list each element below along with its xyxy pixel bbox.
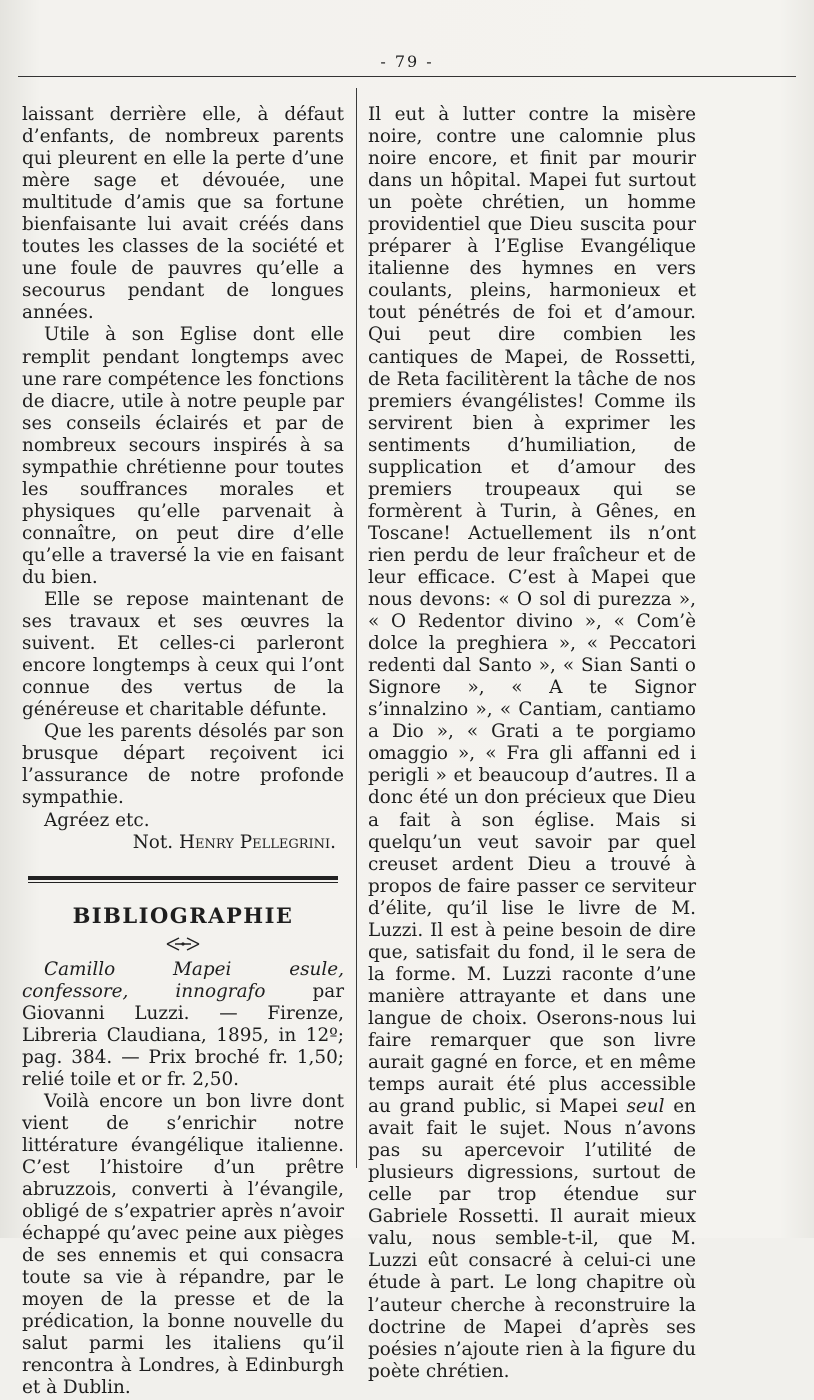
paragraph-2: Utile à son Eglise dont elle remplit pendant longtemps avec une rare compétence les fonctions de diacre, utile à notre peuple par ses conseils éclairés et par de nombreux secours inspirés à sa sympathie chrétienne pour toutes les souffrances morales et physiques qu’elle parvenait à connaître, on peut dire d’elle qu’elle a traversé la vie en faisant du bien. <box>22 324 345 588</box>
signature <box>22 832 344 854</box>
signature-name: Henry Pellegrini. <box>178 831 336 853</box>
right-text-a: Il eut à lutter contre la misère noire, contre une calomnie plus noire encore, et finit par mourir dans un hôpital. Mapei fut surtout un poète chrétien, un homme providentiel que Dieu suscita pour préparer à l’Eglise Evangélique italienne des hymnes en vers coulants, pleins, harmonieux et tout pénétrés de foi et d’amour. Qui peut dire combien les cantiques de Mapei, de Rossetti, de Reta facilitèrent la tâche de nos premiers évangélistes! Comme ils servirent bien à exprimer les sentiments d’humiliation, de supplication et d’amour des premiers troupeaux qui se formèrent à Turin, à Gênes, en Toscane! Actuellement ils n’ont rien perdu de leur fraîcheur et de leur efficace. C’est à Mapei que nous devons: « O sol di purezza », « O Redentor divino », « Com’è dolce la preghiera », « Peccatori redenti dal Santo », « Sian Santi o Signore », « A te Signor s’innalzino », « Cantiam, cantiamo a Dio », « Grati a te porgiamo omaggio », « Fra gli affanni ed i perigli » et beaucoup d’autres. Il a donc été un don précieux que Dieu a fait à son église. Mais si quelqu’un veut savoir par quel creuset ardent Dieu a trouvé à propos de faire passer ce serviteur d’élite, qu’il lise le livre de M. Luzzi. Il est à peine besoin de dire que, satisfait du fond, il le sera de la forme. M. Luzzi raconte d’une manière attrayante et dans une langue de choix. Oserons-nous lui faire remarquer que son livre aurait gagné en force, et en même temps aurait été plus accessible au grand public, si Mapei <box>368 104 696 1118</box>
book-reference <box>22 959 344 1091</box>
paragraph-4: Que les parents désolés par son brusque départ reçoivent ici l’assurance de notre profonde sympathie. <box>22 721 344 809</box>
paragraph-1: laissant derrière elle, à défaut d’enfants, de nombreux parents qui pleurent en elle la perte d’une mère sage et dévouée, une multitude d’amis que sa fortune bienfaisante lui avait créés dans toutes les classes de la société et une foule de pauvres qu’elle a secourus pendant de longues années. <box>22 104 344 324</box>
paragraph-5: Voilà encore un bon livre dont vient de s’enrichir notre littérature évangélique italienne. C’est l’histoire d’un prêtre abruzzois, converti à l’évangile, obligé de s’expatrier après n’avoir échappé qu’avec peine aux pièges de ses ennemis et qui consacra toute sa vie à répandre, par le moyen de la presse et de la prédication, la bonne nouvelle du salut parmi les italiens qu’il rencontra à Londres, à Edinburgh et à Dublin. <box>22 1090 344 1399</box>
page-number: - 79 - <box>380 52 434 71</box>
closing-line: Agréez etc. <box>44 809 150 831</box>
right-paragraph <box>368 104 696 1383</box>
right-text-italic: seul <box>626 1096 665 1118</box>
ornament-icon <box>163 935 203 953</box>
paragraph-3: Elle se repose maintenant de ses travaux et ses œuvres la suivent. Et celles-ci parleront encore longtemps à ceux qui l’ont connue des vertus de la généreuse et charitable défunte. <box>22 589 344 721</box>
section-title: BIBLIOGRAPHIE <box>72 902 294 928</box>
header-rule <box>18 76 796 77</box>
signature-prefix: Not. <box>132 831 174 853</box>
section-rule-thick <box>28 876 338 880</box>
right-column <box>368 104 696 1383</box>
book-details: par Giovanni Luzzi. — Firenze, Libreria Claudiana, 1895, in 12º; pag. 384. — Prix broché fr. 1,50; relié toile et or fr. 2,50. <box>22 980 344 1090</box>
left-column <box>22 104 344 1400</box>
book-title: Camillo Mapei esule, confessore, innografo <box>22 958 344 1002</box>
section-rule-thin <box>28 882 338 883</box>
column-divider <box>356 88 357 1168</box>
right-text-b: en avait fait le sujet. Nous n’avons pas su apercevoir l’utilité de plusieurs digressions, surtout de celle par trop étendue sur Gabriele Rossetti. Il aurait mieux valu, nous semble-t-il, que M. Luzzi eût consacré à celui-ci une étude à part. Le long chapitre où l’auteur cherche à reconstruire la doctrine de Mapei d’après ses poésies n’ajoute rien à la figure du poète chrétien. <box>368 1096 696 1382</box>
